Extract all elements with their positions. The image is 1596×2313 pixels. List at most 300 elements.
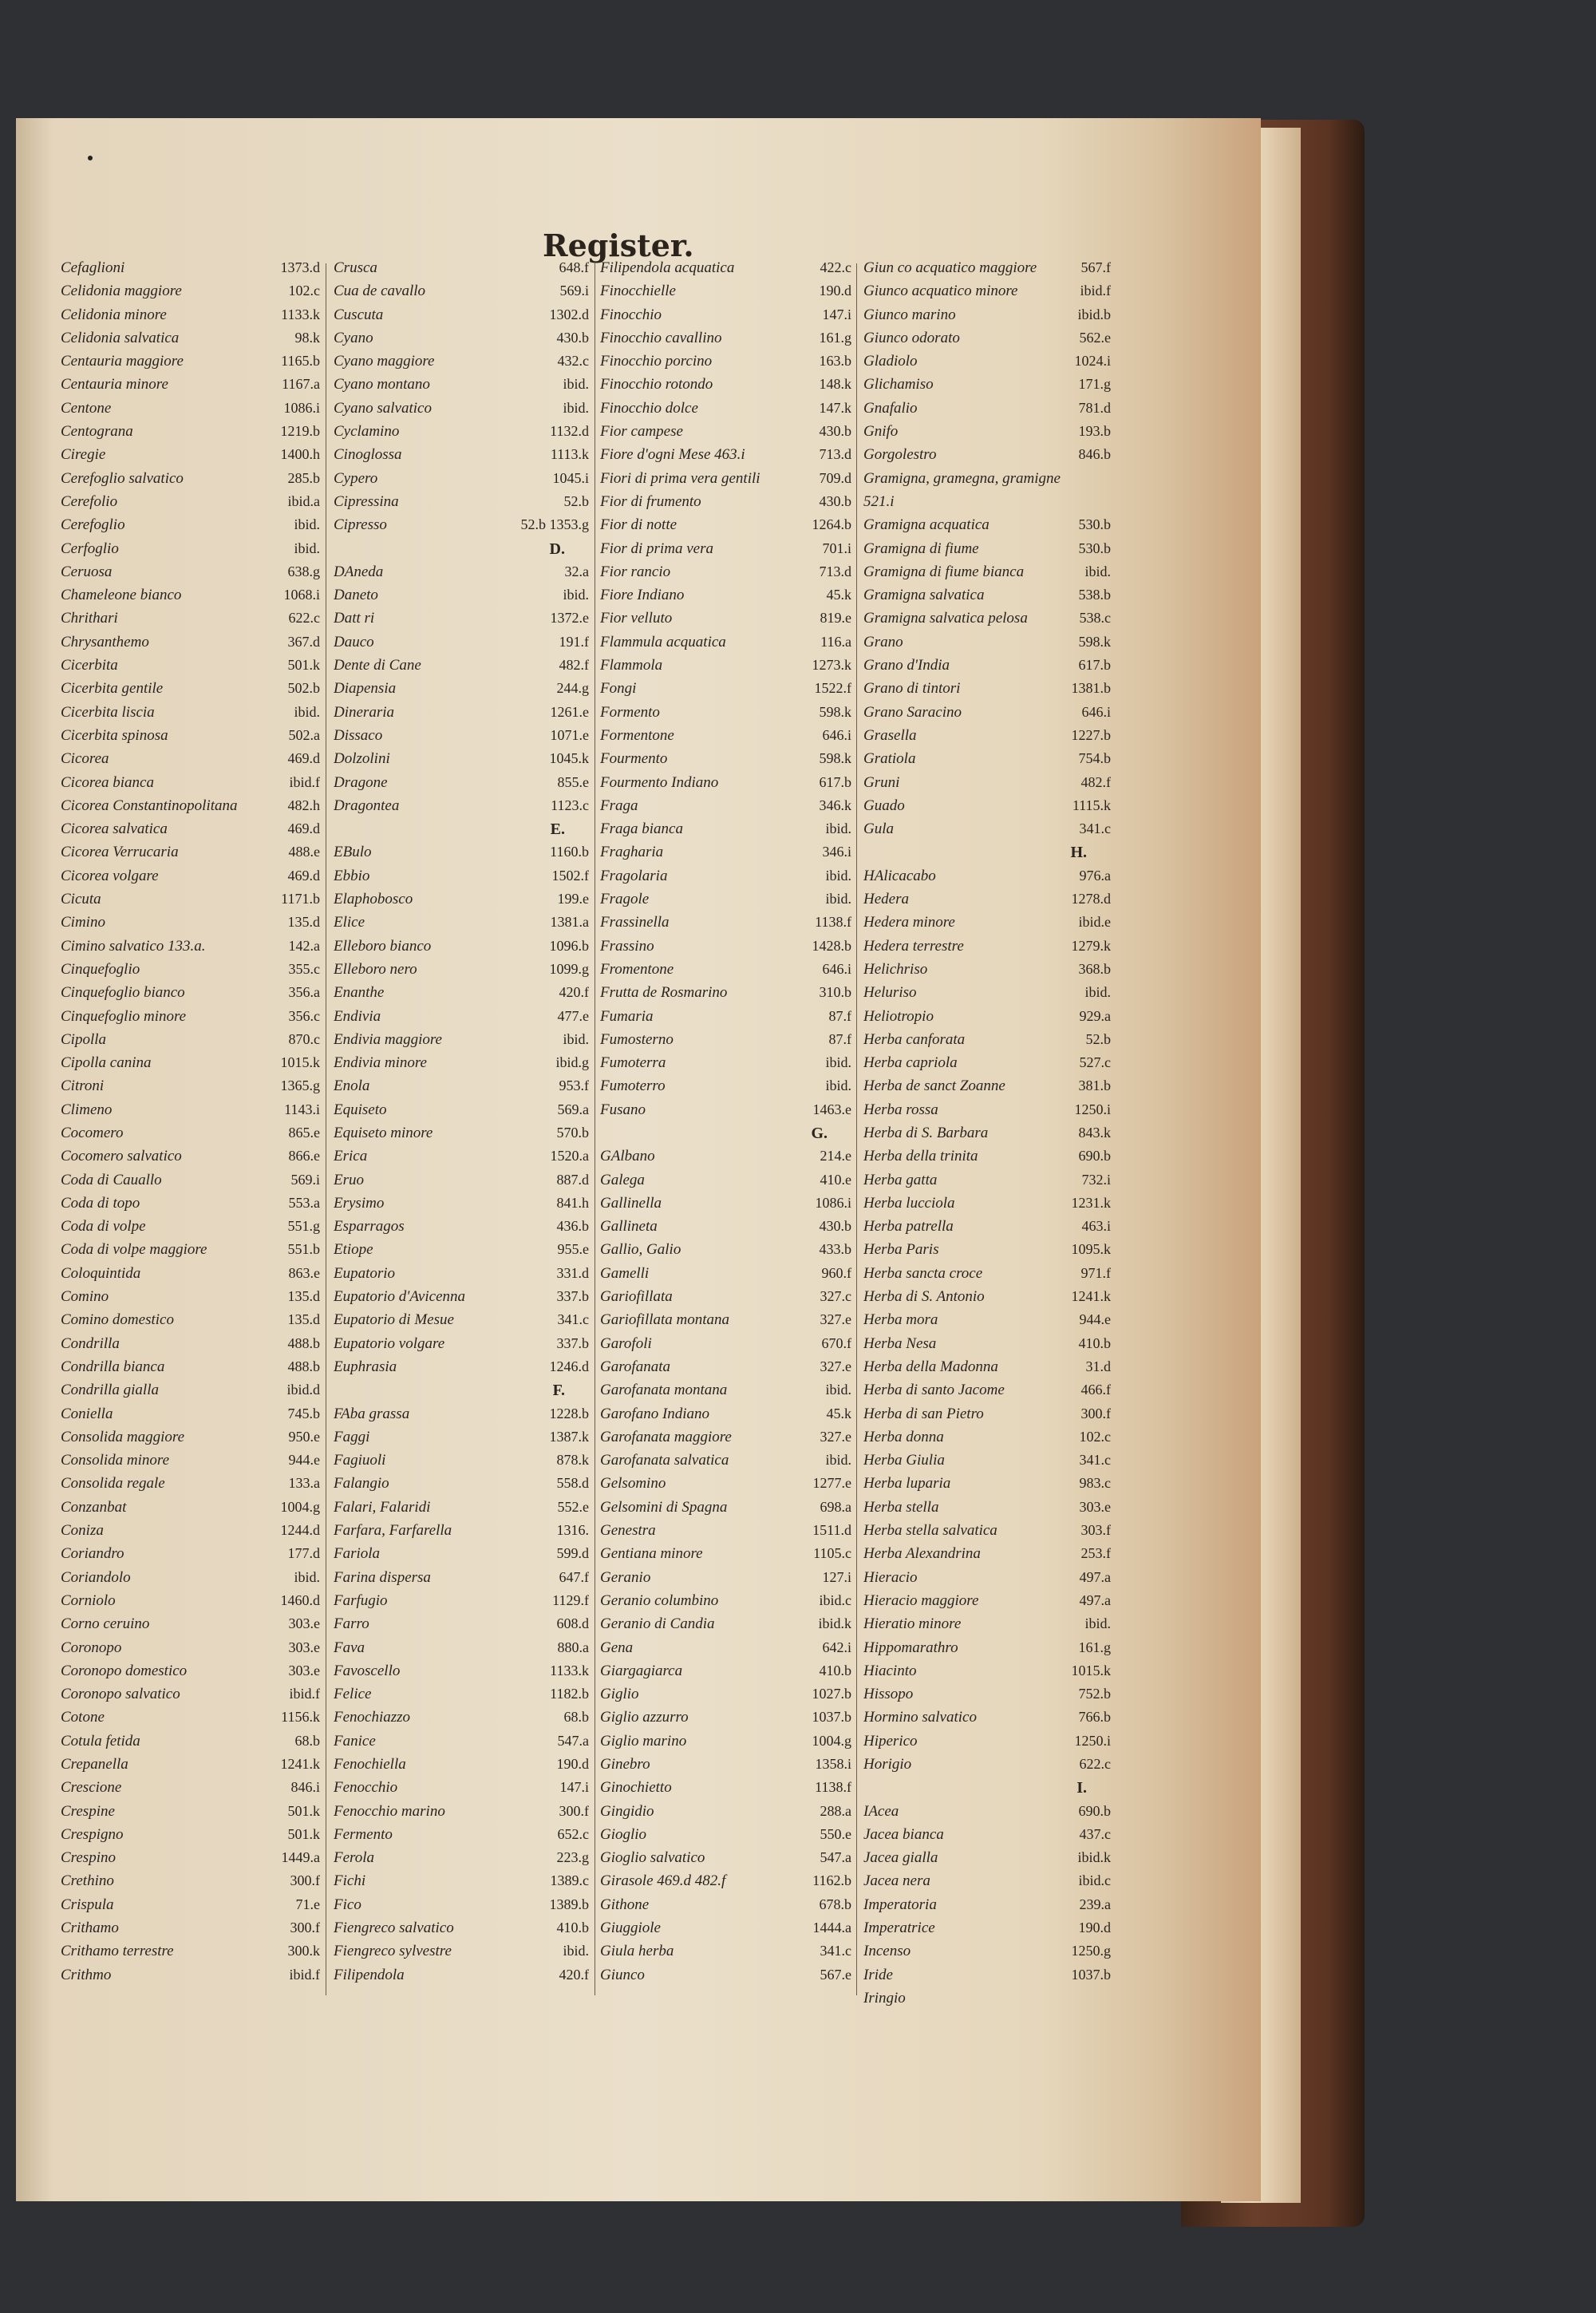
index-entry: [863, 1592, 1111, 1615]
index-entry: [600, 1101, 851, 1125]
index-entry: [863, 1639, 1111, 1663]
entry-term: Frassino: [600, 937, 654, 955]
entry-reference: 355.c: [288, 960, 320, 977]
index-entry: [334, 680, 589, 703]
entry-term: Finocchio porcino: [600, 353, 713, 370]
index-entry: [61, 1826, 320, 1849]
index-entry: [334, 423, 589, 446]
index-entry: [61, 1358, 320, 1382]
index-entry: [600, 1031, 851, 1054]
index-entry: [863, 1452, 1111, 1475]
entry-reference: 1086.i: [283, 399, 320, 416]
index-entry: [600, 1733, 851, 1756]
entry-term: Galega: [600, 1171, 645, 1188]
entry-term: Herba canforata: [863, 1030, 966, 1048]
entry-reference: ibid.f: [289, 1966, 320, 1983]
index-entry: [863, 1545, 1111, 1568]
entry-term: Gramigna di fiume bianca: [863, 563, 1025, 580]
entry-term: Ciregie: [61, 446, 106, 464]
index-entry: [863, 400, 1111, 423]
entry-term: Diapensia: [334, 680, 397, 698]
index-entry: [863, 634, 1111, 657]
entry-term: Elice: [334, 914, 365, 931]
index-entry: [600, 1452, 851, 1475]
entry-term: Gnafalio: [863, 399, 918, 417]
index-entry: [61, 1967, 320, 1990]
index-entry: [863, 1872, 1111, 1896]
entry-term: Ceruosa: [61, 563, 113, 580]
entry-reference: 1460.d: [280, 1591, 320, 1608]
index-entry: [61, 376, 320, 399]
entry-term: Garofoli: [600, 1334, 652, 1352]
index-entry: [61, 727, 320, 750]
entry-reference: 1277.e: [812, 1475, 851, 1492]
entry-term: Imperatoria: [863, 1896, 937, 1913]
entry-reference: 1068.i: [283, 587, 320, 603]
index-entry: [600, 868, 851, 891]
index-entry: [863, 1172, 1111, 1195]
index-entry: [863, 1241, 1111, 1264]
index-entry: [334, 891, 589, 914]
index-entry: [600, 259, 851, 283]
entry-term: Comino domestico: [61, 1311, 174, 1329]
entry-reference: 551.b: [287, 1241, 320, 1258]
entry-term: Farina dispersa: [334, 1568, 431, 1586]
entry-term: Geranio: [600, 1568, 651, 1586]
entry-term: Eupatorio di Mesue: [334, 1311, 454, 1329]
entry-reference: 1381.b: [1071, 680, 1111, 697]
index-entry: [863, 1218, 1111, 1241]
entry-reference: 598.k: [1078, 633, 1111, 650]
entry-reference: 553.a: [288, 1194, 320, 1211]
entry-reference: 598.k: [819, 750, 851, 767]
entry-term: Gramigna di fiume: [863, 540, 979, 557]
entry-term: Cocomero salvatico: [61, 1148, 182, 1165]
entry-reference: 327.e: [820, 1358, 851, 1374]
index-entry: [600, 470, 851, 493]
entry-reference: 1045.k: [549, 750, 589, 767]
entry-term: DAneda: [334, 563, 384, 580]
entry-reference: 1037.b: [812, 1709, 851, 1726]
entry-term: Cimino: [61, 914, 105, 931]
entry-term: Cuscuta: [334, 306, 384, 323]
index-entry: [334, 1335, 589, 1358]
entry-reference: 171.g: [1078, 376, 1111, 393]
entry-term: Herba patrella: [863, 1218, 954, 1236]
index-entry: [334, 1241, 589, 1264]
entry-term: Centauria minore: [61, 376, 168, 393]
index-entry: [600, 657, 851, 680]
index-entry: [61, 1125, 320, 1148]
entry-reference: 752.b: [1078, 1686, 1111, 1702]
entry-reference: 410.b: [556, 1920, 589, 1936]
entry-reference: 116.a: [820, 633, 851, 650]
entry-reference: 135.d: [287, 914, 320, 931]
entry-term: Finocchio: [600, 306, 662, 323]
entry-reference: ibid.b: [1077, 306, 1111, 322]
entry-reference: 420.f: [559, 1966, 589, 1983]
index-entry: [334, 283, 589, 306]
entry-reference: 538.c: [1079, 610, 1111, 627]
entry-term: Cicuta: [61, 891, 101, 908]
index-entry: [334, 1615, 589, 1639]
entry-reference: 1123.c: [551, 797, 589, 813]
entry-term: Hormino salvatico: [863, 1709, 977, 1726]
entry-reference: 303.f: [1080, 1522, 1111, 1539]
index-entry: [61, 1920, 320, 1943]
entry-reference: 135.d: [287, 1311, 320, 1328]
index-entry: [61, 1077, 320, 1101]
index-entry: [863, 1569, 1111, 1592]
entry-reference: 846.b: [1078, 446, 1111, 463]
index-entry: [61, 1686, 320, 1709]
entry-reference: 410.b: [819, 1662, 851, 1678]
entry-term: Horigio: [863, 1756, 912, 1773]
index-entry: [334, 1475, 589, 1498]
entry-term: Cefaglioni: [61, 259, 125, 276]
entry-term: Gioglio: [600, 1825, 647, 1843]
entry-term: Herba luparia: [863, 1475, 951, 1493]
entry-reference: ibid.c: [1078, 1872, 1111, 1889]
entry-reference: 98.k: [294, 329, 320, 346]
index-entry: [61, 1733, 320, 1756]
entry-term: Giargagiarca: [600, 1662, 683, 1679]
entry-reference: 482.f: [559, 657, 589, 674]
index-entry: [334, 727, 589, 750]
entry-term: Hieratio minore: [863, 1615, 962, 1633]
entry-reference: 617.b: [1078, 657, 1111, 674]
entry-reference: 646.i: [1081, 703, 1111, 720]
entry-term: Endivia maggiore: [334, 1030, 442, 1048]
entry-term: Giun co acquatico maggiore: [863, 259, 1037, 276]
entry-term: Cicorea Constantinopolitana: [61, 797, 238, 814]
entry-term: Cocomero: [61, 1124, 124, 1141]
entry-term: Cipressina: [334, 492, 399, 510]
entry-term: Herba Alexandrina: [863, 1545, 981, 1563]
entry-term: Giglio: [600, 1686, 639, 1703]
entry-reference: 488.b: [287, 1334, 320, 1351]
entry-reference: 327.e: [820, 1428, 851, 1445]
entry-term: Dente di Cane: [334, 657, 421, 674]
entry-term: Centauria maggiore: [61, 353, 184, 370]
entry-reference: 300.f: [290, 1920, 320, 1936]
entry-reference: 1502.f: [551, 867, 589, 884]
index-column-4: [863, 259, 1111, 2013]
index-entry: [600, 1241, 851, 1264]
entry-term: Herba di S. Antonio: [863, 1288, 985, 1306]
entry-term: Gorgolestro: [863, 446, 937, 464]
index-entry: [863, 984, 1111, 1007]
entry-term: Cypero: [334, 469, 378, 487]
entry-reference: 1273.k: [812, 657, 851, 674]
entry-term: Hedera terrestre: [863, 937, 964, 955]
index-entry: [334, 938, 589, 961]
entry-term: Grano Saracino: [863, 703, 962, 721]
entry-term: Fior di frumento: [600, 492, 701, 510]
entry-reference: 1241.k: [280, 1756, 320, 1772]
entry-reference: 1162.b: [812, 1872, 851, 1889]
index-entry: [863, 1686, 1111, 1709]
entry-term: Crithamo: [61, 1920, 119, 1937]
entry-reference: 608.d: [556, 1615, 589, 1632]
entry-term: Cerfoglio: [61, 540, 119, 557]
entry-reference: 1511.d: [812, 1522, 851, 1539]
index-entry: [863, 1826, 1111, 1849]
entry-term: Cyano salvatico: [334, 399, 432, 417]
section-letter: H.: [1070, 844, 1087, 862]
entry-term: Eupatorio: [334, 1264, 396, 1282]
entry-term: Gelsomini di Spagna: [600, 1498, 728, 1516]
entry-reference: 1004.g: [280, 1498, 320, 1515]
index-entry: [61, 587, 320, 610]
entry-term: Eupatorio volgare: [334, 1334, 445, 1352]
entry-term: Cotone: [61, 1709, 105, 1726]
entry-term: Fior rancio: [600, 563, 671, 580]
entry-reference: 1071.e: [550, 726, 589, 743]
index-entry: [61, 891, 320, 914]
entry-term: Frutta de Rosmarino: [600, 984, 728, 1002]
entry-term: Fermento: [334, 1825, 393, 1843]
entry-reference: 713.d: [819, 563, 851, 579]
entry-term: Grano d'India: [863, 657, 950, 674]
entry-term: Cotula fetida: [61, 1732, 140, 1750]
index-entry: [863, 1943, 1111, 1966]
entry-reference: 87.f: [828, 1030, 851, 1047]
entry-term: Cipresso: [334, 516, 387, 534]
index-entry: [334, 1077, 589, 1101]
entry-term: Gariofillata montana: [600, 1311, 730, 1329]
index-entry: [61, 914, 320, 937]
index-entry: [600, 1826, 851, 1849]
entry-term: Fava: [334, 1639, 365, 1656]
index-entry: [863, 330, 1111, 353]
entry-reference: 1143.i: [284, 1101, 320, 1117]
entry-term: HAlicacabo: [863, 867, 936, 884]
entry-term: Crespino: [61, 1849, 116, 1867]
entry-reference: 1278.d: [1071, 891, 1111, 907]
entry-reference: 463.i: [1081, 1218, 1111, 1235]
entry-reference: 422.c: [820, 259, 851, 275]
entry-reference: 1113.k: [550, 446, 589, 463]
index-entry: [600, 844, 851, 867]
index-entry: [600, 353, 851, 376]
entry-reference: 1522.f: [814, 680, 851, 697]
page-title: Register.: [543, 227, 694, 263]
entry-term: Equiseto: [334, 1101, 387, 1118]
entry-term: Elleboro nero: [334, 960, 417, 978]
entry-reference: 766.b: [1078, 1709, 1111, 1726]
index-entry: [600, 1639, 851, 1663]
entry-term: Ginebro: [600, 1756, 650, 1773]
entry-term: Giunco: [600, 1966, 645, 1983]
entry-reference: 955.e: [557, 1241, 589, 1258]
index-entry: [863, 470, 1111, 493]
index-entry: [61, 1545, 320, 1568]
entry-term: Herba stella: [863, 1498, 939, 1516]
entry-reference: ibid.f: [289, 773, 320, 790]
index-entry: [863, 680, 1111, 703]
entry-term: Fico: [334, 1896, 361, 1913]
index-entry: [600, 1008, 851, 1031]
entry-term: Incenso: [863, 1943, 911, 1960]
entry-term: Giuggiole: [600, 1920, 661, 1937]
entry-reference: 1365.g: [280, 1077, 320, 1094]
entry-reference: 488.e: [288, 844, 320, 860]
entry-reference: 1132.d: [550, 423, 589, 440]
index-entry: [61, 283, 320, 306]
index-entry: [334, 1429, 589, 1452]
entry-reference: 1115.k: [1072, 797, 1111, 813]
entry-term: Giula herba: [600, 1943, 674, 1960]
index-entry: [600, 680, 851, 703]
entry-reference: 310.b: [819, 984, 851, 1001]
entry-term: Giglio marino: [600, 1732, 687, 1750]
entry-reference: 433.b: [819, 1241, 851, 1258]
entry-term: Cicorea salvatica: [61, 820, 168, 838]
entry-reference: 1241.k: [1071, 1288, 1111, 1305]
entry-term: Dragontea: [334, 797, 400, 814]
entry-term: Fusano: [600, 1101, 646, 1118]
entry-reference: 551.g: [287, 1218, 320, 1235]
entry-reference: 1520.a: [550, 1148, 589, 1164]
entry-reference: 501.k: [287, 657, 320, 674]
entry-reference: 1095.k: [1071, 1241, 1111, 1258]
entry-term: Condrilla gialla: [61, 1382, 159, 1399]
entry-reference: 1129.f: [552, 1591, 589, 1608]
entry-term: Herba mora: [863, 1311, 938, 1329]
entry-reference: ibid.: [1084, 1615, 1111, 1632]
entry-reference: 199.e: [557, 891, 589, 907]
entry-reference: 1165.b: [281, 353, 320, 370]
entry-reference: 971.f: [1080, 1264, 1111, 1281]
entry-reference: 430.b: [556, 329, 589, 346]
index-entry: [863, 1008, 1111, 1031]
entry-term: Garofanata maggiore: [600, 1428, 732, 1445]
index-entry: [61, 704, 320, 727]
index-entry: [863, 1265, 1111, 1288]
entry-term: Dragone: [334, 773, 388, 791]
entry-term: Flammola: [600, 657, 663, 674]
entry-term: Gallio, Galio: [600, 1241, 681, 1259]
entry-term: Cerefoglio: [61, 516, 125, 534]
index-entry: [61, 1031, 320, 1054]
index-entry: [334, 1803, 589, 1826]
entry-reference: ibid.: [1084, 563, 1111, 579]
index-entry: [61, 1148, 320, 1171]
entry-term: Jacea nera: [863, 1872, 930, 1890]
index-entry: [863, 727, 1111, 750]
entry-term: Girasole 469.d 482.f: [600, 1872, 726, 1890]
index-entry: [600, 727, 851, 750]
index-entry: [61, 1872, 320, 1896]
entry-reference: 569.i: [290, 1171, 320, 1188]
entry-reference: 32.a: [564, 563, 589, 579]
entry-reference: 1463.e: [812, 1101, 851, 1117]
index-entry: [334, 797, 589, 820]
entry-reference: 341.c: [1079, 820, 1111, 837]
entry-term: Herba gatta: [863, 1171, 938, 1188]
index-entry: [334, 1218, 589, 1241]
entry-reference: 502.b: [287, 680, 320, 697]
entry-term: Imperatrice: [863, 1920, 935, 1937]
entry-term: Citroni: [61, 1077, 105, 1095]
entry-term: Gallineta: [600, 1218, 658, 1236]
entry-term: Eupatorio d'Avicenna: [334, 1288, 466, 1306]
entry-term: Crithmo: [61, 1966, 112, 1983]
entry-reference: ibid.: [825, 820, 851, 837]
entry-term: Gariofillata: [600, 1288, 673, 1306]
entry-term: Crepanella: [61, 1756, 128, 1773]
entry-reference: 497.a: [1079, 1591, 1111, 1608]
entry-term: Cicorea volgare: [61, 867, 159, 884]
index-entry: [334, 844, 589, 867]
entry-reference: 1372.e: [550, 610, 589, 627]
entry-term: Garofanata salvatica: [600, 1452, 729, 1469]
entry-reference: ibid.: [294, 540, 320, 556]
entry-term: Ebbio: [334, 867, 370, 884]
entry-term: Cyclamino: [334, 423, 400, 441]
index-entry: [61, 1195, 320, 1218]
entry-reference: 341.c: [1079, 1452, 1111, 1469]
entry-term: Giunco marino: [863, 306, 956, 323]
index-entry: [600, 1849, 851, 1872]
entry-reference: ibid.c: [819, 1591, 851, 1608]
entry-reference: 1302.d: [549, 306, 589, 322]
index-entry: [61, 470, 320, 493]
index-entry: [863, 610, 1111, 633]
entry-term: Helichriso: [863, 960, 928, 978]
entry-reference: 670.f: [821, 1334, 851, 1351]
entry-reference: ibid.a: [287, 492, 320, 509]
entry-term: Esparragos: [334, 1218, 405, 1236]
index-entry: [863, 1522, 1111, 1545]
index-entry: [334, 1756, 589, 1779]
entry-reference: 337.b: [556, 1334, 589, 1351]
entry-term: Gruni: [863, 773, 900, 791]
entry-reference: 300.k: [287, 1943, 320, 1959]
entry-reference: 1250.i: [1074, 1732, 1111, 1749]
entry-term: Condrilla bianca: [61, 1358, 165, 1375]
entry-term: Filipendola acquatica: [600, 259, 735, 276]
index-entry: [600, 1054, 851, 1077]
entry-reference: 950.e: [288, 1428, 320, 1445]
index-entry: [600, 984, 851, 1007]
entry-term: Hedera minore: [863, 914, 955, 931]
entry-reference: 300.f: [290, 1872, 320, 1889]
index-entry: [61, 400, 320, 423]
index-entry: [863, 1101, 1111, 1125]
index-entry: [61, 1429, 320, 1452]
entry-reference: 501.k: [287, 1802, 320, 1819]
entry-reference: 1279.k: [1071, 937, 1111, 954]
entry-term: Finocchio rotondo: [600, 376, 713, 393]
index-entry: [600, 1663, 851, 1686]
index-entry: [61, 657, 320, 680]
entry-term: Fior di notte: [600, 516, 678, 534]
entry-term: Fagiuoli: [334, 1452, 386, 1469]
entry-reference: 191.f: [559, 633, 589, 650]
index-entry: [334, 1288, 589, 1311]
index-entry: [334, 1499, 589, 1522]
index-entry: [600, 1172, 851, 1195]
index-entry: [334, 1663, 589, 1686]
entry-term: Chrithari: [61, 610, 118, 627]
index-entry: [61, 1452, 320, 1475]
entry-term: Coronopo domestico: [61, 1662, 188, 1679]
entry-term: Cicerbita: [61, 657, 118, 674]
entry-term: Cimino salvatico 133.a.: [61, 937, 206, 955]
index-entry: [334, 516, 589, 540]
